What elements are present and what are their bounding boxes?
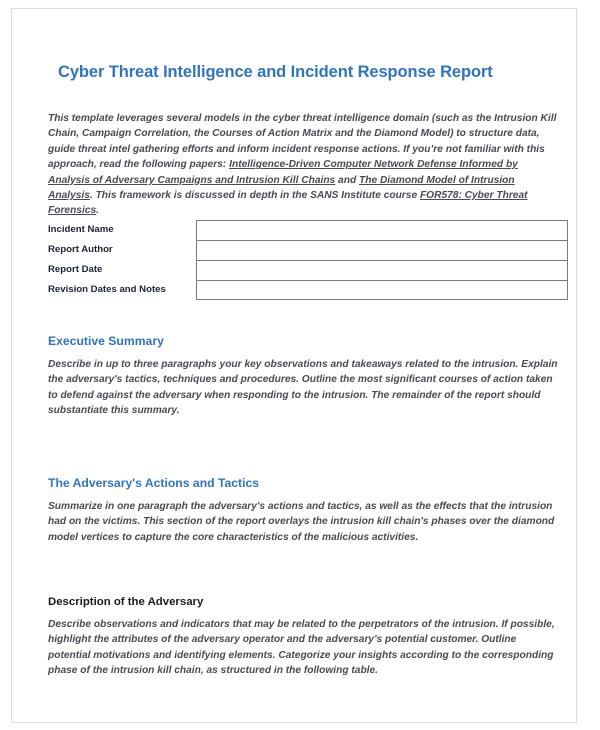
section-body-description-of-adversary: Describe observations and indicators that may be related to the perpetrators of the intrusion. If possible, highlight the attributes of the adversary operator and the adversary's potential customer. Outline potential motivations and identifying elements. Categorize your insights according to the corresponding phase of the intrusion kill chain, as structured in the following table. bbox=[48, 619, 555, 677]
report-author-input[interactable] bbox=[196, 240, 568, 260]
info-label-revision-dates: Revision Dates and Notes bbox=[48, 284, 166, 295]
document-page bbox=[11, 8, 577, 723]
revision-dates-input[interactable] bbox=[196, 280, 568, 300]
section-body-adversary-actions-tactics: Summarize in one paragraph the adversary's actions and tactics, as well as the effects that the intrusion had on the victims. This section of the report overlays the intrusion kill chain's phases over the diamond model vertices to capture the core characteristics of the malicious activities. bbox=[48, 501, 555, 543]
intro-paragraph bbox=[48, 111, 558, 219]
intro-link-for578[interactable]: FOR578: Cyber Threat Forensics bbox=[48, 190, 528, 217]
info-label-incident-name: Incident Name bbox=[48, 224, 114, 235]
table-row bbox=[48, 220, 568, 240]
table-row bbox=[48, 280, 568, 300]
incident-name-input[interactable] bbox=[196, 220, 568, 240]
intro-link-kill-chains[interactable]: Intelligence-Driven Computer Network Defense Informed by Analysis of Adversary Campaigns and Intrusion Kill Chains bbox=[48, 159, 518, 186]
section-heading-adversary-actions-tactics: The Adversary's Actions and Tactics bbox=[48, 476, 260, 490]
table-row bbox=[48, 240, 568, 260]
section-body-executive-summary: Describe in up to three paragraphs your key observations and takeaways related to the intrusion. Explain the adversary's tactics, techniques and procedures. Outline the most significant courses of action taken to defend against the adversary when responding to the intrusion. The remainder of the report should substantiate this summary. bbox=[48, 359, 558, 417]
incident-info-table bbox=[48, 220, 568, 305]
section-heading-executive-summary: Executive Summary bbox=[48, 334, 164, 348]
intro-text-part-2: and bbox=[335, 174, 359, 186]
intro-text-part-3: . This framework is discussed in depth in the SANS Institute course bbox=[89, 190, 420, 202]
table-row bbox=[48, 260, 568, 280]
section-heading-description-of-adversary: Description of the Adversary bbox=[48, 596, 204, 608]
report-date-input[interactable] bbox=[196, 260, 568, 280]
intro-link-diamond-model[interactable]: The Diamond Model of Intrusion Analysis bbox=[48, 174, 515, 202]
intro-text-part-1: This template leverages several models in the cyber threat intelligence domain (such as the Intrusion Kill Chain, Campaign Correlation, the Courses of Action Matrix and the Diamond Model) to structure data, guide threat intel gathering efforts and inform incident response actions. If you’re not familiar with this approach, read the following papers: bbox=[48, 113, 557, 171]
info-label-report-author: Report Author bbox=[48, 244, 113, 255]
info-label-report-date: Report Date bbox=[48, 264, 103, 275]
page-title: Cyber Threat Intelligence and Incident Response Report bbox=[58, 63, 493, 81]
intro-text-part-4: . bbox=[96, 205, 99, 217]
